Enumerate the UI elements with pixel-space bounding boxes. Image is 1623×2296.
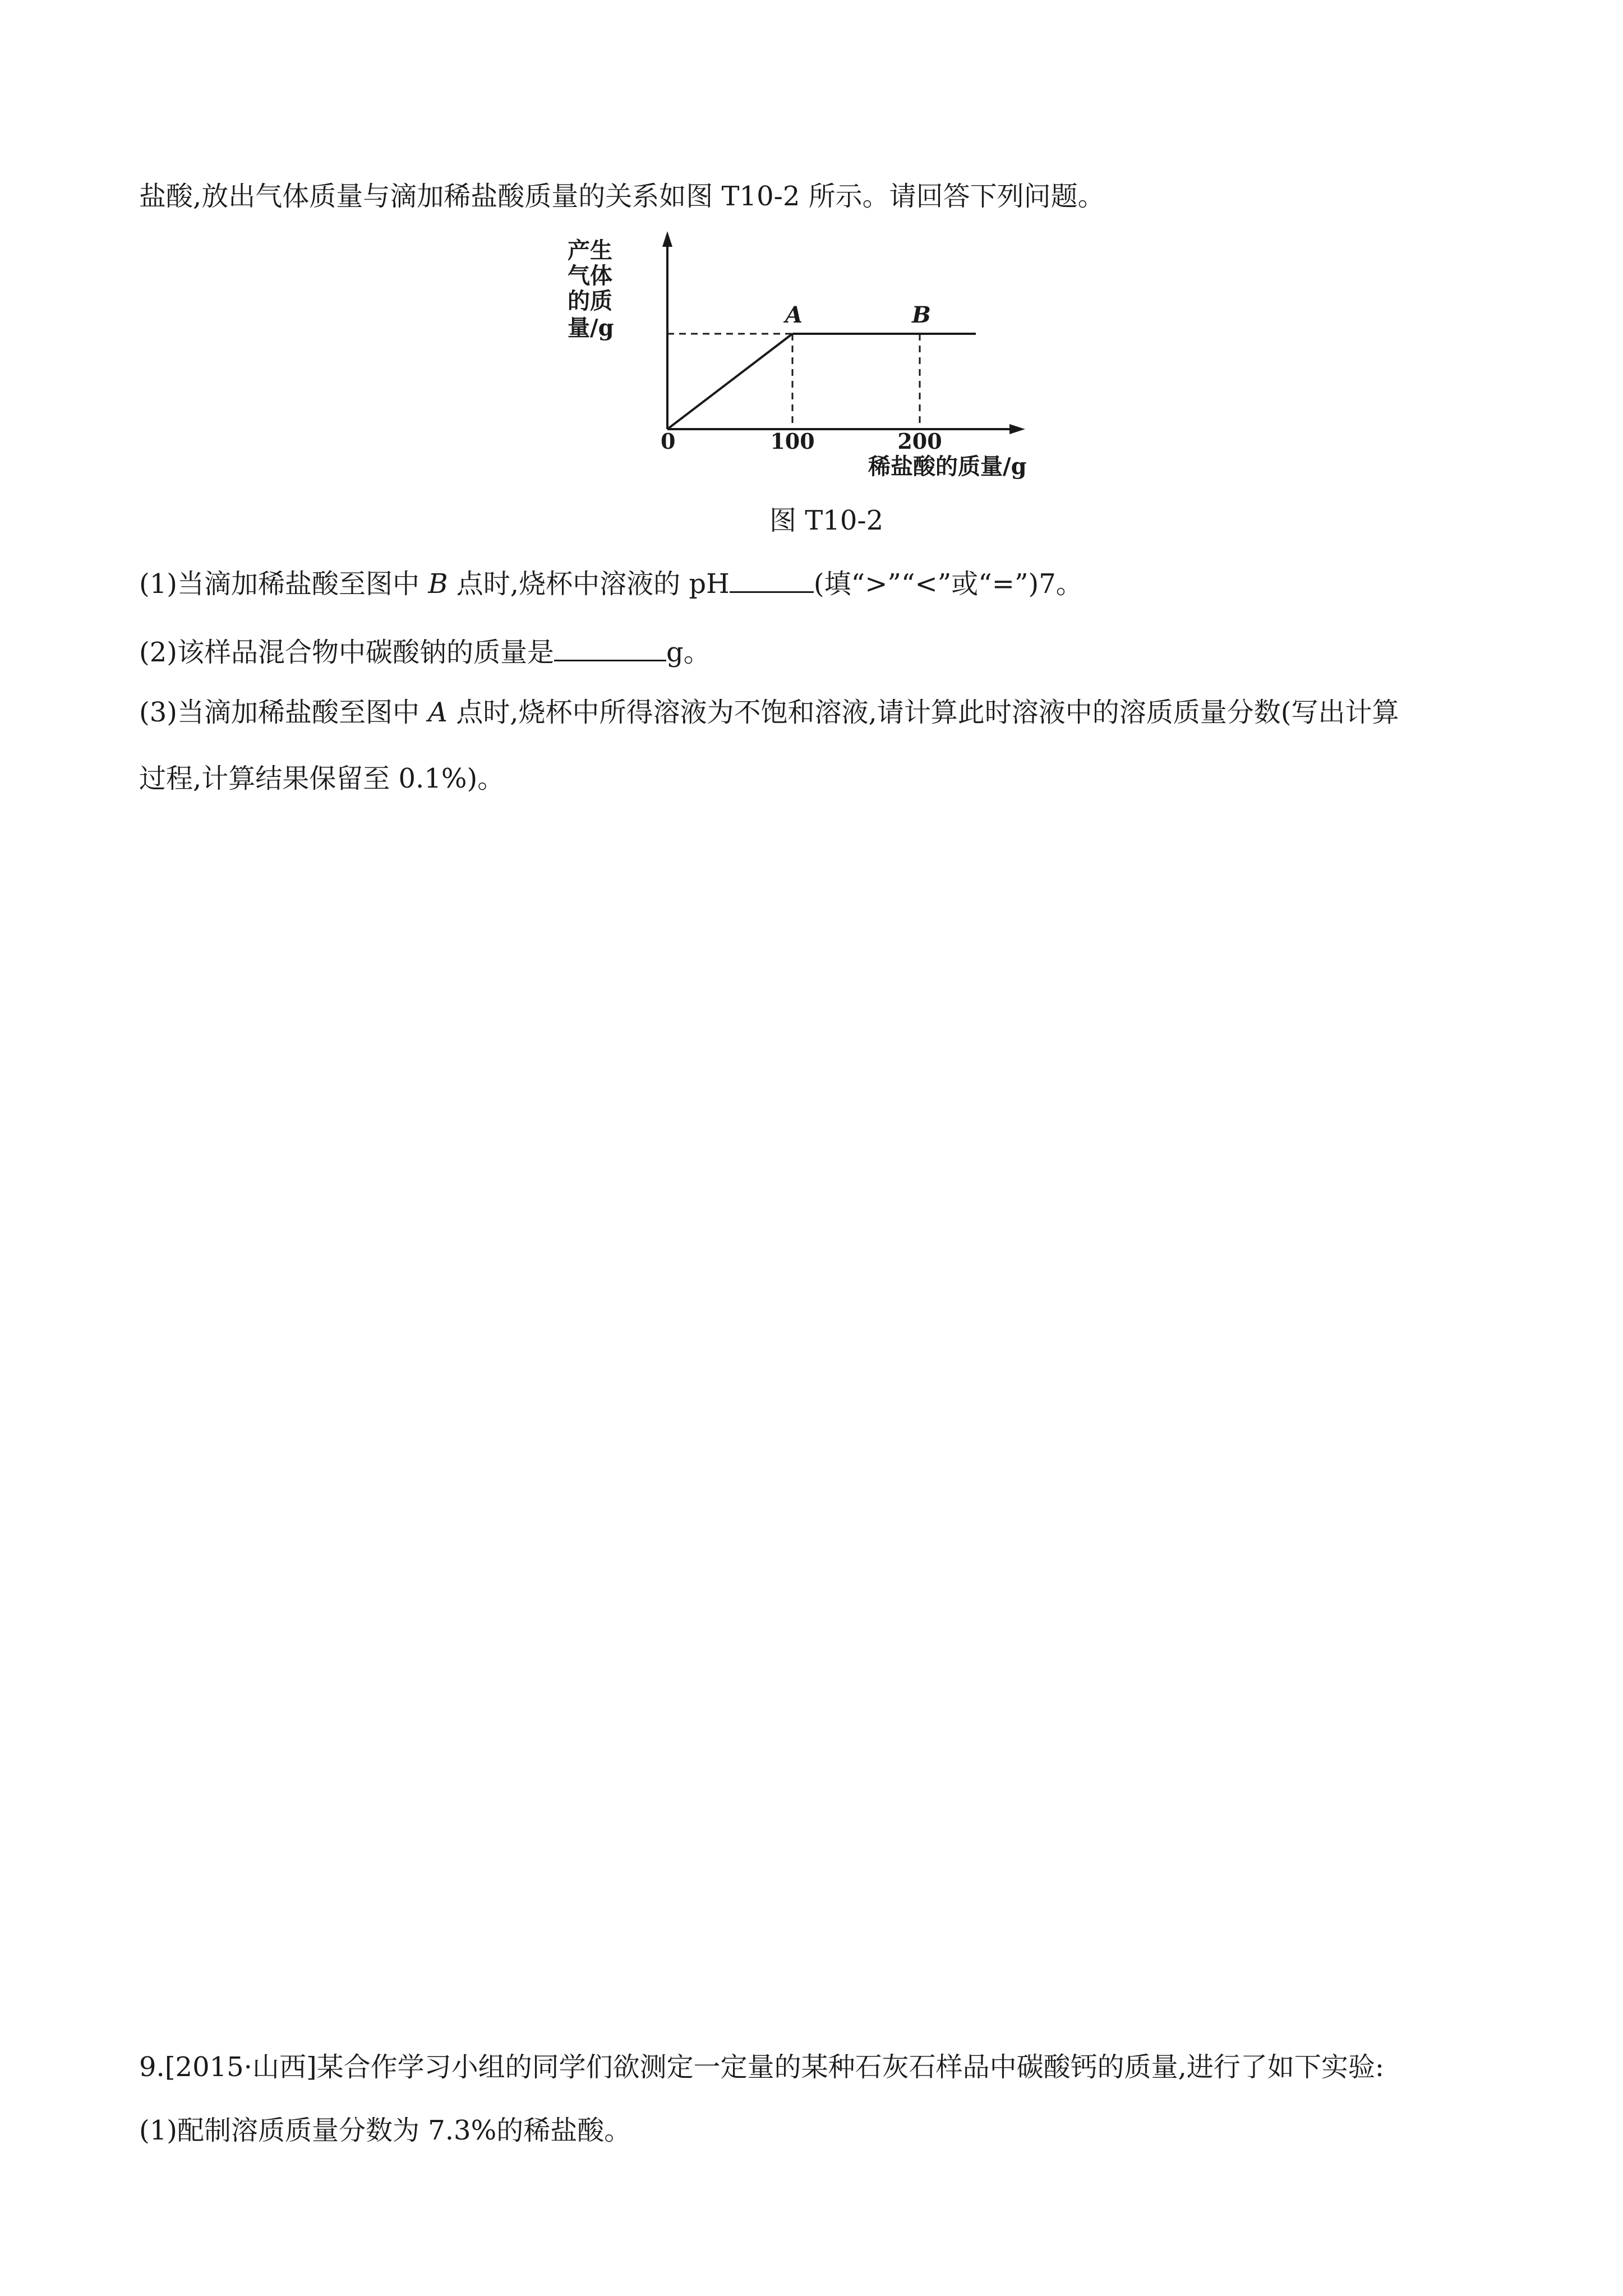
point-b-label: B [912, 302, 931, 328]
question-1 [139, 567, 1083, 601]
question-3-line-1 [139, 696, 1399, 729]
q3-point: A [428, 697, 448, 728]
x-tick-100: 100 [770, 429, 815, 454]
q1-prefix: (1)当滴加稀盐酸至图中 [139, 568, 428, 600]
x-tick-200: 200 [897, 429, 942, 454]
question-3-line-2: 过程,计算结果保留至 0.1%)。 [139, 763, 505, 794]
q1-suffix: (填“>”“<”或“=”)7。 [813, 568, 1083, 600]
y-label-line-4: 量/g [568, 315, 614, 341]
origin-label: 0 [661, 429, 676, 454]
q3-prefix: (3)当滴加稀盐酸至图中 [139, 697, 428, 728]
intro-line: 盐酸,放出气体质量与滴加稀盐酸质量的关系如图 T10-2 所示。请回答下列问题。 [139, 181, 1105, 212]
figure-caption: 图 T10-2 [769, 505, 884, 536]
y-label-line-2: 气体 [568, 263, 612, 289]
q1-point: B [428, 568, 448, 600]
q1-mid: 点时,烧杯中溶液的 pH [448, 568, 730, 600]
problem-9-line-2: (1)配制溶质质量分数为 7.3%的稀盐酸。 [139, 2115, 631, 2146]
y-label-line-1: 产生 [568, 237, 612, 264]
x-axis-arrow [1009, 424, 1025, 434]
q2-suffix: g。 [666, 637, 711, 668]
y-label-line-3: 的质 [568, 288, 612, 314]
q2-prefix: (2)该样品混合物中碳酸钠的质量是 [139, 637, 554, 668]
q3-rest: 点时,烧杯中所得溶液为不饱和溶液,请计算此时溶液中的溶质质量分数(写出计算 [447, 697, 1399, 728]
x-axis-label: 稀盐酸的质量/g [868, 453, 1027, 480]
rising-segment [667, 334, 792, 429]
q1-answer-blank[interactable] [730, 567, 814, 593]
question-2 [139, 635, 711, 669]
problem-9-line-1: 9.[2015·山西]某合作学习小组的同学们欲测定一定量的某种石灰石样品中碳酸钙的质量,进行了如下实验: [139, 2051, 1385, 2083]
q2-answer-blank[interactable] [554, 635, 666, 661]
point-a-label: A [785, 302, 803, 328]
y-axis-arrow [662, 231, 672, 247]
